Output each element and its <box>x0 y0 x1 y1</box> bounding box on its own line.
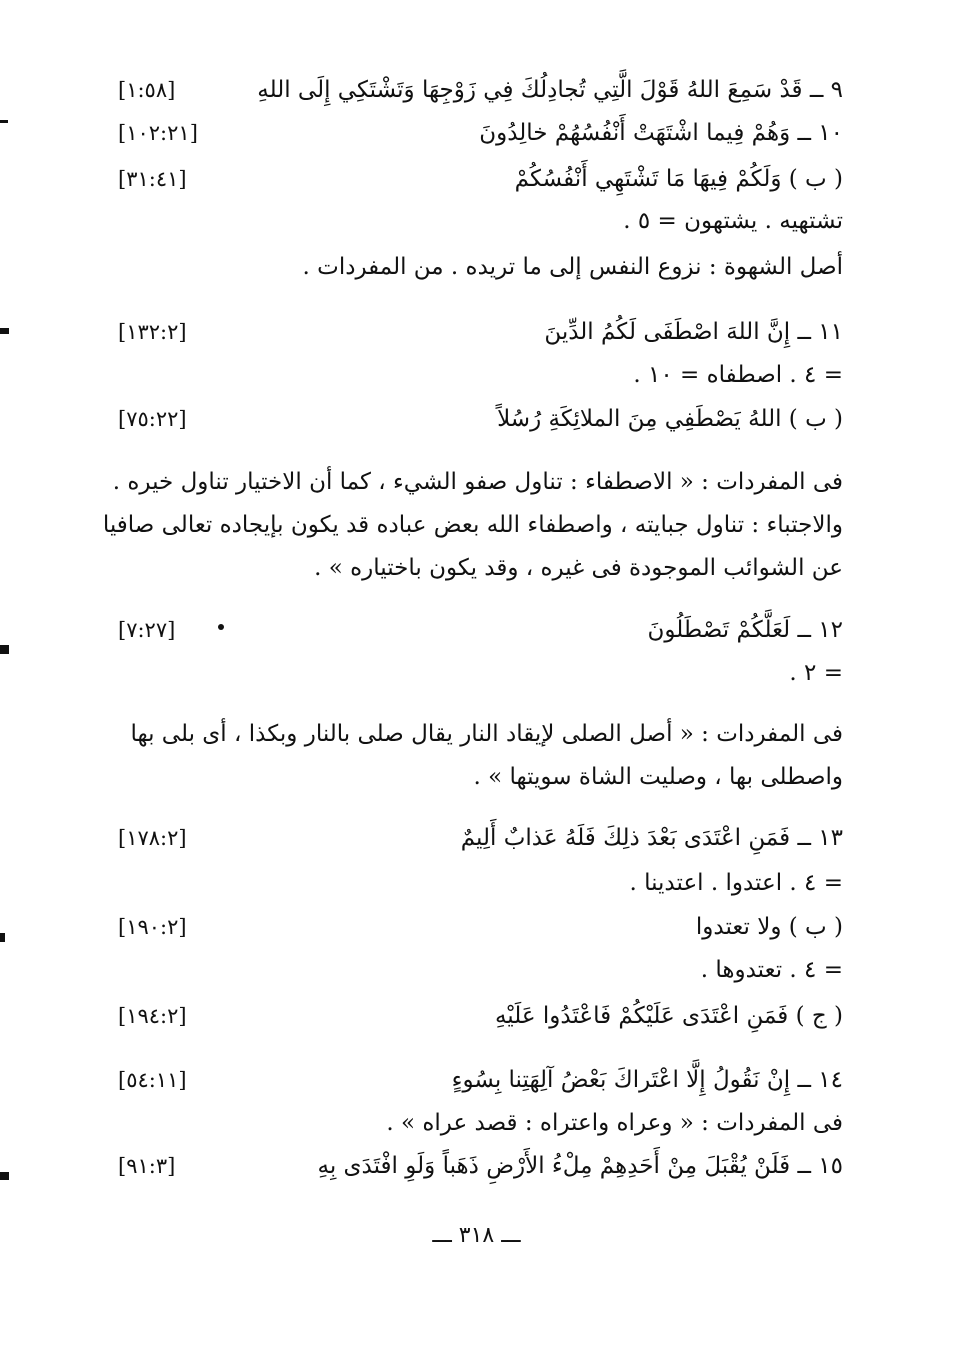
scan-margin-mark <box>0 328 9 334</box>
entry-13-forms: = ٤ . اعتدوا . اعتدينا . <box>629 870 843 896</box>
entry-12-note-line-1: فى المفردات : « أصل الصلى لإيقاد النار يقال صلى بالنار وبكذا ، أى بلى بها <box>130 721 843 747</box>
entry-12-note-line-2: واصطلى بها ، وصليت الشاة سويتها » . <box>473 764 843 790</box>
page-number: ـــ ٣١٨ ـــ <box>432 1223 521 1248</box>
entry-13b-verse: ( ب ) ولا تعتدوا <box>695 914 843 940</box>
entry-14-note: فى المفردات : « وعراه واعتراه : قصد عراه » . <box>386 1110 843 1136</box>
scan-margin-mark <box>0 1172 9 1180</box>
entry-10-reference: [١٠٢:٢١] <box>118 121 198 145</box>
entry-11-forms: = ٤ . اصطفاه = ١٠ . <box>633 362 843 388</box>
entry-9-verse: ٩ ــ قَدْ سَمِعَ اللهُ قَوْلَ الَّتِي تُجادِلُكَ فِي زَوْجِهَا وَتَشْتَكِي إِلَى اللهِ <box>257 77 843 103</box>
entry-12-verse: ١٢ ــ لَعَلَّكُمْ تَصْطَلُونَ <box>647 617 843 643</box>
entry-12-forms: = ٢ . <box>789 660 843 686</box>
entry-12-reference: [٧:٢٧] <box>118 618 176 642</box>
entry-11-verse: ١١ ــ إِنَّ اللهَ اصْطَفَى لَكُمُ الدِّينَ <box>544 319 843 345</box>
entry-14-verse: ١٤ ــ إِنْ نَقُولُ إِلَّا اعْتَراكَ بَعْضُ آلِهَتِنا بِسُوءٍ <box>451 1067 843 1093</box>
entry-15-verse: ١٥ ــ فَلَنْ يُقْبَلَ مِنْ أَحَدِهِمْ مِلْءُ الأَرْضِ ذَهَباً وَلَوِ افْتَدَى بِهِ <box>317 1153 843 1179</box>
entry-10-verse: ١٠ ــ وَهُمْ فِيما اشْتَهَتْ أَنْفُسُهُمْ خالِدُونَ <box>479 120 843 146</box>
entry-13-reference: [١٧٨:٢] <box>118 826 187 850</box>
entry-13b-forms: = ٤ . تعتدوها . <box>700 957 843 983</box>
entry-11-reference: [١٣٢:٢] <box>118 320 187 344</box>
entry-9-reference: [١:٥٨] <box>118 78 176 102</box>
entry-11-note-line-2: والاجتباء : تناول جبايته ، واصطفاء الله بعض عباده قد يكون بإيجاده تعالى صافيا <box>102 512 843 538</box>
scan-margin-mark <box>0 645 9 654</box>
entry-15-reference: [٩١:٣] <box>118 1154 176 1178</box>
entry-10-note: أصل الشهوة : نزوع النفس إلى ما تريده . من المفردات . <box>302 254 843 280</box>
entry-11b-reference: [٧٥:٢٢] <box>118 407 187 431</box>
scan-margin-mark <box>0 120 8 123</box>
entry-11-note-line-1: فى المفردات : « الاصطفاء : تناول صفو الشيء ، كما أن الاختيار تناول خيره . <box>112 469 843 495</box>
entry-13b-reference: [١٩٠:٢] <box>118 915 187 939</box>
scan-margin-mark <box>0 933 5 942</box>
entry-11b-verse: ( ب ) اللهُ يَصْطَفِي مِنَ الملائِكَةِ رُسُلاً <box>497 406 843 432</box>
bullet-dot <box>218 624 224 630</box>
entry-11-note-line-3: عن الشوائب الموجودة فى غيره ، وقد يكون باختياره » . <box>314 555 843 581</box>
entry-10-forms: تشتهيه . يشتهون = ٥ . <box>623 208 843 234</box>
entry-13c-reference: [١٩٤:٢] <box>118 1004 187 1028</box>
entry-10b-verse: ( ب ) وَلَكُمْ فِيهَا مَا تَشْتَهِي أَنْفُسُكُمْ <box>514 166 843 192</box>
entry-14-reference: [٥٤:١١] <box>118 1068 187 1092</box>
entry-13c-verse: ( ج ) فَمَنِ اعْتَدَى عَلَيْكُمْ فَاعْتَدُوا عَلَيْهِ <box>494 1003 843 1029</box>
entry-13-verse: ١٣ ــ فَمَنِ اعْتَدَى بَعْدَ ذلِكَ فَلَهُ عَذابٌ أَلِيمٌ <box>460 825 843 851</box>
entry-10b-reference: [٣١:٤١] <box>118 167 187 191</box>
